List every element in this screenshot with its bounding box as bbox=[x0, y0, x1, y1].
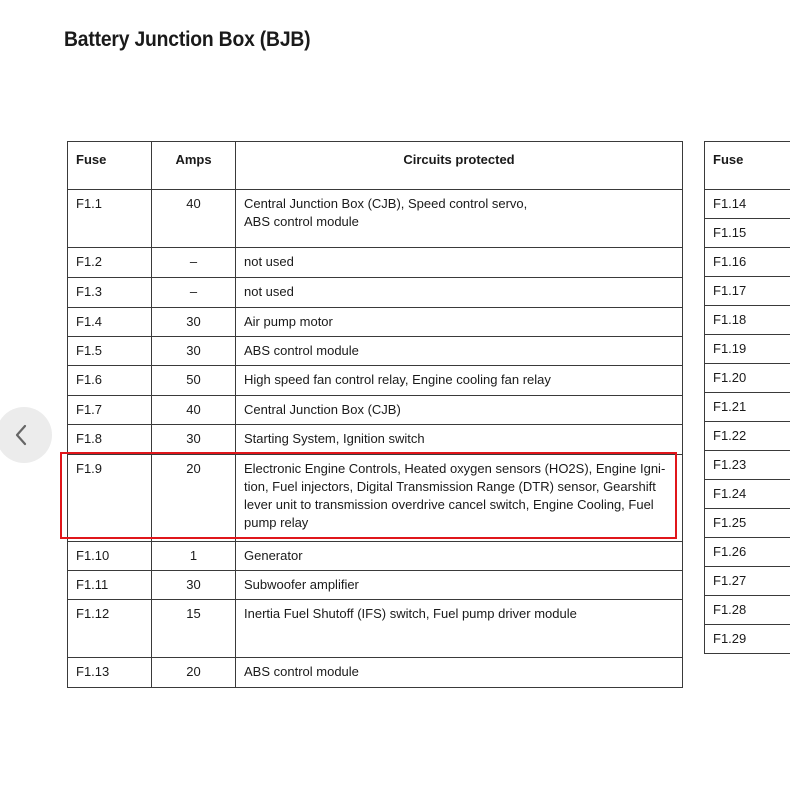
side-fuse-cell: F1.24 bbox=[705, 480, 790, 509]
side-table-row bbox=[705, 335, 790, 364]
amps-cell: 20 bbox=[152, 658, 236, 688]
amps-cell: – bbox=[152, 248, 236, 278]
amps-cell: 30 bbox=[152, 308, 236, 337]
circuit-cell: Electronic Engine Controls, Heated oxygen sensors (HO2S), Engine Igni- tion, Fuel injectors, Digital Transmission Range (DTR) sensor, Gearshift lever unit to transmission overdrive cancel switch, Engine Cooling, Fuel pump relay bbox=[236, 455, 683, 542]
circuit-cell: Air pump motor bbox=[236, 308, 683, 337]
amps-cell: 40 bbox=[152, 190, 236, 248]
amps-cell: – bbox=[152, 278, 236, 308]
table-row bbox=[68, 248, 683, 278]
fuse-table-side bbox=[704, 141, 790, 654]
side-table-row bbox=[705, 509, 790, 538]
amps-cell: 30 bbox=[152, 571, 236, 600]
previous-slide-button[interactable] bbox=[0, 407, 52, 463]
table-row bbox=[68, 571, 683, 600]
side-table-row bbox=[705, 306, 790, 335]
fuse-cell: F1.1 bbox=[68, 190, 152, 248]
column-header-circuits: Circuits protected bbox=[236, 142, 683, 190]
fuse-cell: F1.11 bbox=[68, 571, 152, 600]
table-row bbox=[68, 542, 683, 571]
amps-cell: 1 bbox=[152, 542, 236, 571]
fuse-cell: F1.9 bbox=[68, 455, 152, 542]
fuse-table-main bbox=[67, 141, 683, 688]
side-table-row bbox=[705, 538, 790, 567]
side-table-header-row bbox=[705, 142, 790, 190]
circuit-cell: ABS control module bbox=[236, 337, 683, 366]
fuse-cell: F1.12 bbox=[68, 600, 152, 658]
fuse-cell: F1.3 bbox=[68, 278, 152, 308]
side-table-row bbox=[705, 364, 790, 393]
amps-cell: 30 bbox=[152, 425, 236, 455]
side-table-row bbox=[705, 451, 790, 480]
circuit-cell: Inertia Fuel Shutoff (IFS) switch, Fuel pump driver module bbox=[236, 600, 683, 658]
side-table-row bbox=[705, 219, 790, 248]
side-fuse-cell: F1.14 bbox=[705, 190, 790, 219]
page-title: Battery Junction Box (BJB) bbox=[64, 28, 311, 51]
side-fuse-cell: F1.28 bbox=[705, 596, 790, 625]
side-fuse-cell: F1.20 bbox=[705, 364, 790, 393]
circuit-cell: ABS control module bbox=[236, 658, 683, 688]
table-row bbox=[68, 278, 683, 308]
circuit-cell: High speed fan control relay, Engine cooling fan relay bbox=[236, 366, 683, 396]
side-table-row bbox=[705, 422, 790, 451]
side-fuse-cell: F1.22 bbox=[705, 422, 790, 451]
table-row bbox=[68, 658, 683, 688]
amps-cell: 30 bbox=[152, 337, 236, 366]
side-table-row bbox=[705, 190, 790, 219]
fuse-cell: F1.7 bbox=[68, 396, 152, 425]
table-row bbox=[68, 455, 683, 542]
side-fuse-cell: F1.25 bbox=[705, 509, 790, 538]
column-header-amps: Amps bbox=[152, 142, 236, 190]
side-fuse-cell: F1.16 bbox=[705, 248, 790, 277]
chevron-left-icon bbox=[14, 423, 28, 447]
circuit-cell: not used bbox=[236, 248, 683, 278]
amps-cell: 50 bbox=[152, 366, 236, 396]
table-row bbox=[68, 366, 683, 396]
side-table-row bbox=[705, 625, 790, 654]
side-table-row bbox=[705, 248, 790, 277]
side-fuse-cell: F1.18 bbox=[705, 306, 790, 335]
table-row bbox=[68, 190, 683, 248]
fuse-cell: F1.13 bbox=[68, 658, 152, 688]
table-header-row bbox=[68, 142, 683, 190]
fuse-cell: F1.2 bbox=[68, 248, 152, 278]
fuse-cell: F1.6 bbox=[68, 366, 152, 396]
table-row bbox=[68, 308, 683, 337]
table-row bbox=[68, 425, 683, 455]
side-fuse-cell: F1.26 bbox=[705, 538, 790, 567]
fuse-cell: F1.8 bbox=[68, 425, 152, 455]
circuit-cell: Generator bbox=[236, 542, 683, 571]
side-table-row bbox=[705, 480, 790, 509]
side-table-row bbox=[705, 596, 790, 625]
table-row bbox=[68, 396, 683, 425]
circuit-cell: Starting System, Ignition switch bbox=[236, 425, 683, 455]
table-row bbox=[68, 337, 683, 366]
side-fuse-cell: F1.21 bbox=[705, 393, 790, 422]
side-fuse-cell: F1.19 bbox=[705, 335, 790, 364]
side-fuse-cell: F1.15 bbox=[705, 219, 790, 248]
amps-cell: 20 bbox=[152, 455, 236, 542]
table-row bbox=[68, 600, 683, 658]
circuit-cell: Central Junction Box (CJB), Speed control servo, ABS control module bbox=[236, 190, 683, 248]
side-table-row bbox=[705, 277, 790, 306]
fuse-cell: F1.4 bbox=[68, 308, 152, 337]
side-column-header-fuse: Fuse bbox=[705, 142, 790, 190]
circuit-cell: not used bbox=[236, 278, 683, 308]
side-fuse-cell: F1.27 bbox=[705, 567, 790, 596]
side-table-row bbox=[705, 393, 790, 422]
amps-cell: 15 bbox=[152, 600, 236, 658]
fuse-cell: F1.10 bbox=[68, 542, 152, 571]
circuit-cell: Subwoofer amplifier bbox=[236, 571, 683, 600]
side-fuse-cell: F1.17 bbox=[705, 277, 790, 306]
fuse-cell: F1.5 bbox=[68, 337, 152, 366]
column-header-fuse: Fuse bbox=[68, 142, 152, 190]
side-fuse-cell: F1.29 bbox=[705, 625, 790, 654]
amps-cell: 40 bbox=[152, 396, 236, 425]
side-table-row bbox=[705, 567, 790, 596]
circuit-cell: Central Junction Box (CJB) bbox=[236, 396, 683, 425]
side-fuse-cell: F1.23 bbox=[705, 451, 790, 480]
